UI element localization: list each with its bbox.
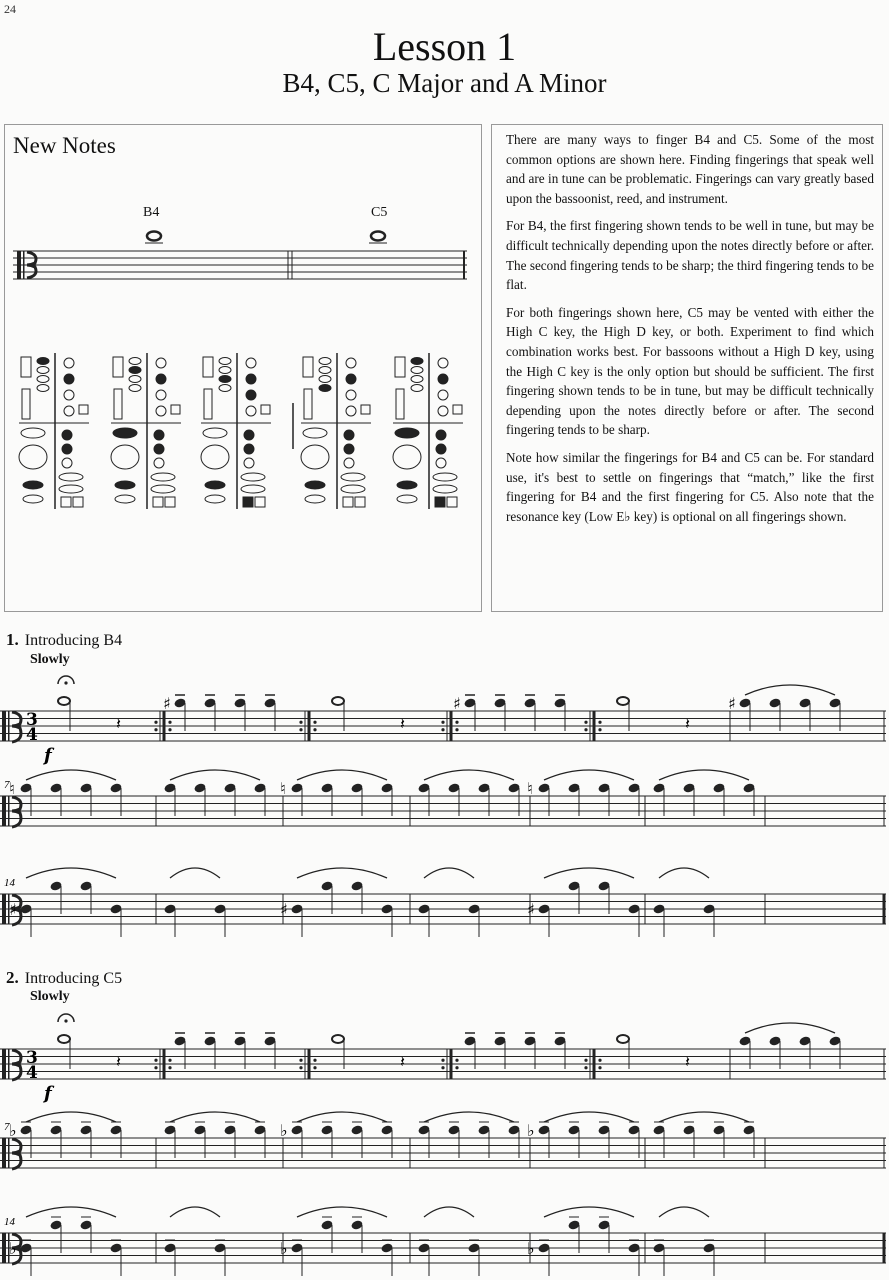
fingering-chart-icon — [393, 353, 463, 509]
slur — [544, 1207, 634, 1217]
new-notes-panel — [4, 124, 482, 612]
accidental-icon: ♯ — [453, 694, 461, 713]
slur — [26, 868, 116, 878]
slur — [659, 868, 709, 878]
time-signature — [26, 710, 38, 745]
dynamic-marking: f — [44, 745, 52, 766]
accidental-icon: ♭ — [527, 1121, 535, 1140]
slur — [170, 1207, 220, 1217]
slur — [297, 868, 387, 878]
c5-whole-note — [371, 232, 385, 241]
quarter-rest-icon: 𝄽 — [685, 716, 690, 733]
slur — [544, 868, 634, 878]
slur — [26, 1207, 116, 1217]
slur — [170, 1112, 260, 1122]
description-panel — [491, 124, 883, 612]
accidental-icon: ♯ — [9, 900, 17, 919]
accidental-icon: ♭ — [280, 1121, 288, 1140]
description-paragraph: Note how similar the fingerings for B4 and C5 can be. For standard use, it's best to settle on fingerings that “match,” like the first fingering for B4 and the first fingering for C5. Also note that the resonance key (Low E♭ key) is optional on all fingerings shown. — [506, 449, 874, 524]
exercise-2-system-3 — [0, 1205, 889, 1275]
half-note — [58, 697, 70, 705]
exercise-1-system-1 — [0, 668, 889, 768]
tempo-marking: Slowly — [30, 989, 70, 1004]
lesson-title: Lesson 1 — [372, 24, 517, 69]
exercise-1-system-3 — [0, 866, 889, 946]
staff-lines — [0, 894, 886, 924]
exercise-title: Introducing C5 — [24, 970, 123, 987]
svg-text:4: 4 — [26, 1063, 38, 1083]
measure-number: 7 — [4, 779, 10, 791]
slur — [297, 1207, 387, 1217]
staff-lines — [0, 796, 886, 826]
time-signature — [26, 1048, 38, 1083]
accidental-icon: ♯ — [527, 900, 535, 919]
exercise-2-system-1 — [0, 1006, 889, 1106]
measure-number: 14 — [4, 877, 15, 889]
slur — [424, 770, 514, 780]
half-note — [617, 697, 629, 705]
exercise-2-system-2 — [0, 1110, 889, 1190]
fingering-chart-icon — [19, 353, 89, 509]
svg-text:3: 3 — [26, 1048, 38, 1068]
quarter-rest-icon: 𝄽 — [400, 716, 405, 733]
accidental-icon: ♯ — [280, 900, 288, 919]
page-number: 24 — [4, 2, 16, 16]
tempo-marking: Slowly — [30, 652, 70, 667]
quarter-rest-icon: 𝄽 — [116, 716, 121, 733]
staff-lines — [0, 1138, 886, 1168]
slur — [297, 1112, 387, 1122]
accidental-icon: ♮ — [527, 779, 533, 798]
exercise-number: 2. — [6, 968, 19, 987]
quarter-rest-icon: 𝄽 — [400, 1054, 405, 1071]
dynamic-marking: f — [44, 1083, 52, 1104]
exercise-number: 1. — [6, 630, 19, 649]
quarter-rest-icon: 𝄽 — [685, 1054, 690, 1071]
svg-text:3: 3 — [26, 710, 38, 730]
quarter-rest-icon: 𝄽 — [116, 1054, 121, 1071]
note-label-b4: B4 — [143, 205, 160, 220]
slur — [544, 770, 634, 780]
accidental-icon: ♮ — [9, 779, 15, 798]
slur — [170, 770, 260, 780]
slur — [544, 1112, 634, 1122]
note-label-c5: C5 — [371, 205, 388, 220]
accidental-icon: ♯ — [163, 694, 171, 713]
accidental-icon: ♭ — [9, 1121, 17, 1140]
accidental-icon: ♮ — [280, 779, 286, 798]
fingering-diagrams — [19, 353, 463, 509]
slur — [745, 685, 835, 695]
exercise-1-heading — [6, 630, 122, 650]
exercise-title: Introducing B4 — [24, 632, 123, 649]
slur — [297, 770, 387, 780]
slur — [26, 770, 116, 780]
fingering-chart-icon — [111, 353, 181, 509]
slur — [170, 868, 220, 878]
fingering-chart-icon — [201, 353, 271, 509]
slur — [659, 1207, 709, 1217]
exercise-1-system-2 — [0, 768, 889, 848]
slur — [424, 1112, 514, 1122]
new-notes-heading: New Notes — [13, 133, 116, 158]
measure-number: 14 — [4, 1216, 15, 1228]
slur — [424, 1207, 474, 1217]
staff-lines — [0, 1233, 886, 1263]
accidental-icon: ♭ — [9, 1239, 17, 1258]
description-paragraph: For B4, the first fingering shown tends to be well in tune, but may be difficult technically depending upon the notes directly before or after. The second fingering tends to be sharp; the third fingering tends to be flat. — [506, 218, 874, 293]
accidental-icon: ♭ — [527, 1239, 535, 1258]
slur — [659, 770, 749, 780]
lesson-subtitle: B4, C5, C Major and A Minor — [282, 68, 607, 98]
description-paragraph: For both fingerings shown here, C5 may be vented with either the High C key, the High D key, or both. Experiment to find which combination works best. For bassoons without a High D key, using the High C key is the only option but should be sufficient. The first fingering shown tends to be in tune, but may be difficult technically depending upon the notes directly before or after. The second fingering tends to be sharp. — [506, 304, 874, 438]
svg-text:4: 4 — [26, 725, 38, 745]
accidental-icon: ♭ — [280, 1239, 288, 1258]
exercise-2-heading — [6, 968, 122, 988]
staff-lines — [0, 1049, 886, 1079]
b4-whole-note — [147, 232, 161, 241]
half-note — [58, 1035, 70, 1043]
slur — [424, 868, 474, 878]
slur — [745, 1023, 835, 1033]
staff-lines — [0, 711, 886, 741]
accidental-icon: ♯ — [728, 694, 736, 713]
half-note — [332, 1035, 344, 1043]
half-note — [617, 1035, 629, 1043]
slur — [659, 1112, 749, 1122]
slur — [26, 1112, 116, 1122]
description-paragraph: There are many ways to finger B4 and C5. Some of the most common options are shown here. Finding fingerings that speak well and are in tune can be problematic. Fingerings can vary greatly based upon the bassoonist, reed, and instrument. — [506, 132, 874, 206]
new-notes-staff — [5, 125, 483, 613]
measure-number: 7 — [4, 1121, 10, 1133]
half-note — [332, 697, 344, 705]
fingering-chart-icon — [301, 353, 371, 509]
